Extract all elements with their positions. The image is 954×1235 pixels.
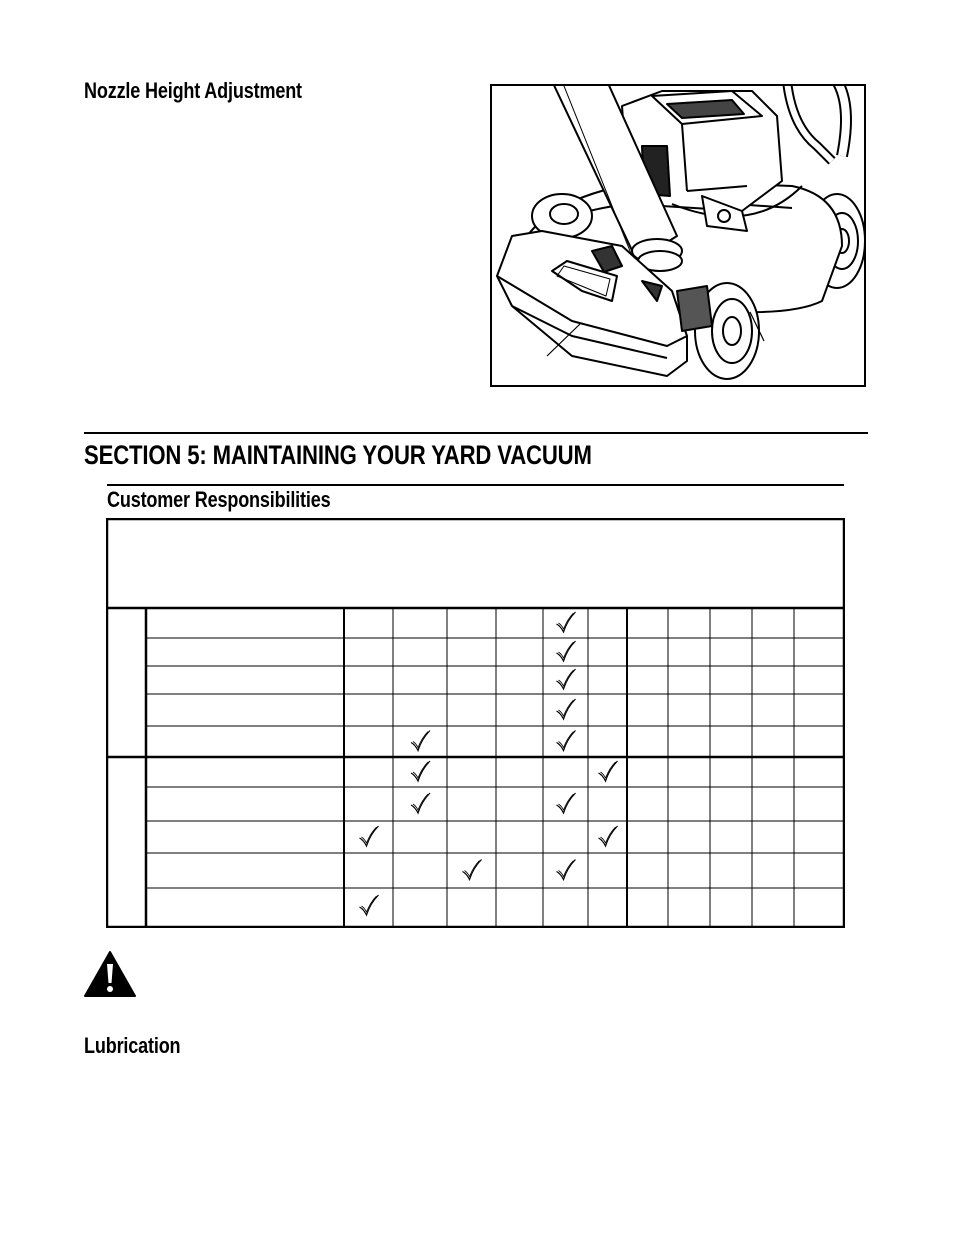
yard-vacuum-illustration <box>492 86 864 385</box>
section-rule-top <box>84 432 868 434</box>
lubrication-heading: Lubrication <box>84 1033 181 1058</box>
section-title: SECTION 5: MAINTAINING YOUR YARD VACUUM <box>84 440 592 470</box>
maintenance-schedule-table <box>106 518 845 928</box>
section-rule-bottom <box>107 484 844 486</box>
nozzle-height-heading: Nozzle Height Adjustment <box>84 78 302 103</box>
warning-triangle-icon <box>83 950 137 998</box>
customer-responsibilities-heading: Customer Responsibilities <box>107 487 331 512</box>
nozzle-figure <box>490 84 866 387</box>
